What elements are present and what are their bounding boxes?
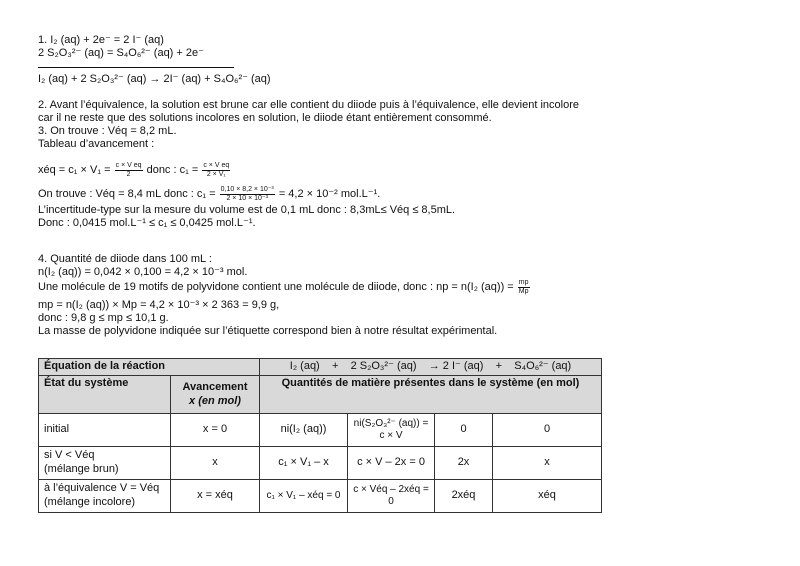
advancement-cell: x = 0 bbox=[171, 414, 260, 447]
quantity-cell-s4o6: xéq bbox=[493, 480, 602, 513]
q3-formula: xéq = c₁ × V₁ = $\frac{\text{c × V eq}}{2}$ donc : c₁ = $\frac{\text{c × V eq}}{\text{2 × V₁}}$ bbox=[38, 162, 230, 178]
equation-label: Équation de la réaction bbox=[39, 359, 260, 376]
q3-uncertainty: L’incertitude-type sur la mesure du volume est de 0,1 mL donc : 8,3mL≤ Véq ≤ 8,5mL. bbox=[38, 204, 456, 216]
q3-range: Donc : 0,0415 mol.L⁻¹ ≤ c₁ ≤ 0,0425 mol.L⁻¹. bbox=[38, 217, 256, 229]
table-row bbox=[39, 414, 602, 447]
q3-result: 3. On trouve : Véq = 8,2 mL. bbox=[38, 125, 177, 137]
fraction: $\frac{\text{c × V eq}}{2}$ bbox=[115, 162, 142, 178]
quantity-cell-i-minus: 2xéq bbox=[435, 480, 493, 513]
state-cell: à l’équivalence V = Véq (mélange incolore) bbox=[39, 480, 171, 513]
quantity-cell-s4o6: 0 bbox=[493, 414, 602, 447]
quantity-cell-s4o6: x bbox=[493, 447, 602, 480]
quantities-header: Quantités de matière présentes dans le système (en mol) bbox=[260, 376, 602, 414]
q4-polyvidone-statement: Une molécule de 19 motifs de polyvidone contient une molécule de diiode, donc : np = n(I₂ (aq)) = $\frac{mp}{Mp}$ bbox=[38, 279, 529, 295]
quantity-cell-s2o3: c × V – 2x = 0 bbox=[348, 447, 435, 480]
state-header: État du système bbox=[39, 376, 171, 414]
table-row bbox=[39, 480, 602, 513]
quantity-cell-i2: c₁ × V₁ – x bbox=[260, 447, 348, 480]
advancement-header: Avancement x (en mol) bbox=[171, 376, 260, 414]
reaction-equation: I₂ (aq) + 2 S₂O₃²⁻ (aq) → 2 I⁻ (aq) + S₄O₆²⁻ (aq) bbox=[260, 359, 602, 376]
fraction: $\frac{\text{0,10 × 8,2 × 10⁻³}}{\text{2 × 10 × 10⁻³}}$ bbox=[220, 186, 274, 202]
q2-text-line1: 2. Avant l’équivalence, la solution est brune car elle contient du diiode puis à l’équivalence, elle devient incolore bbox=[38, 99, 579, 111]
quantity-cell-i2: ni(I₂ (aq)) bbox=[260, 414, 348, 447]
q2-text-line2: car il ne reste que des solutions incolores en solution, le diiode étant entièrement consommé. bbox=[38, 112, 492, 124]
table-header-row bbox=[39, 359, 602, 376]
q4-conclusion: La masse de polyvidone indiquée sur l’étiquette correspond bien à notre résultat expérimental. bbox=[38, 325, 498, 337]
advancement-table bbox=[38, 358, 602, 513]
quantity-cell-i-minus: 0 bbox=[435, 414, 493, 447]
q4-mass-range: donc : 9,8 g ≤ mp ≤ 10,1 g. bbox=[38, 312, 169, 324]
q1-global-equation: I₂ (aq) + 2 S₂O₃²⁻ (aq) → 2I⁻ (aq) + S₄O₆²⁻ (aq) bbox=[38, 73, 271, 85]
q3-calculation: On trouve : Véq = 8,4 mL donc : c₁ = $\frac{\text{0,10 × 8,2 × 10⁻³}}{\text{2 × 10 × 10⁻³}}$ = 4,2 × 10⁻² mol.L⁻¹. bbox=[38, 186, 381, 202]
q1-half-equation-iodine: 1. I₂ (aq) + 2e⁻ = 2 I⁻ (aq) bbox=[38, 34, 164, 46]
quantity-cell-s2o3: ni(S₂O₃²⁻ (aq)) = c × V bbox=[348, 414, 435, 447]
table-row bbox=[39, 447, 602, 480]
q4-mass-calculation: mp = n(I₂ (aq)) × Mp = 4,2 × 10⁻³ × 2 363 = 9,9 g, bbox=[38, 299, 280, 311]
q4-title: 4. Quantité de diiode dans 100 mL : bbox=[38, 253, 212, 265]
quantity-cell-s2o3: c × Véq – 2xéq = 0 bbox=[348, 480, 435, 513]
fraction: $\frac{\text{c × V eq}}{\text{2 × V₁}}$ bbox=[203, 162, 230, 178]
q3-table-intro: Tableau d’avancement : bbox=[38, 138, 155, 150]
q4-diiode-amount: n(I₂ (aq)) = 0,042 × 0,100 = 4,2 × 10⁻³ mol. bbox=[38, 266, 248, 278]
equation-divider bbox=[38, 67, 234, 68]
quantity-cell-i2: c₁ × V₁ – xéq = 0 bbox=[260, 480, 348, 513]
advancement-cell: x = xéq bbox=[171, 480, 260, 513]
fraction: $\frac{mp}{Mp}$ bbox=[518, 279, 529, 295]
state-cell: initial bbox=[39, 414, 171, 447]
q1-half-equation-thiosulfate: 2 S₂O₃²⁻ (aq) = S₄O₆²⁻ (aq) + 2e⁻ bbox=[38, 47, 204, 59]
state-cell: si V < Véq (mélange brun) bbox=[39, 447, 171, 480]
quantity-cell-i-minus: 2x bbox=[435, 447, 493, 480]
table-header-row bbox=[39, 376, 602, 414]
advancement-cell: x bbox=[171, 447, 260, 480]
